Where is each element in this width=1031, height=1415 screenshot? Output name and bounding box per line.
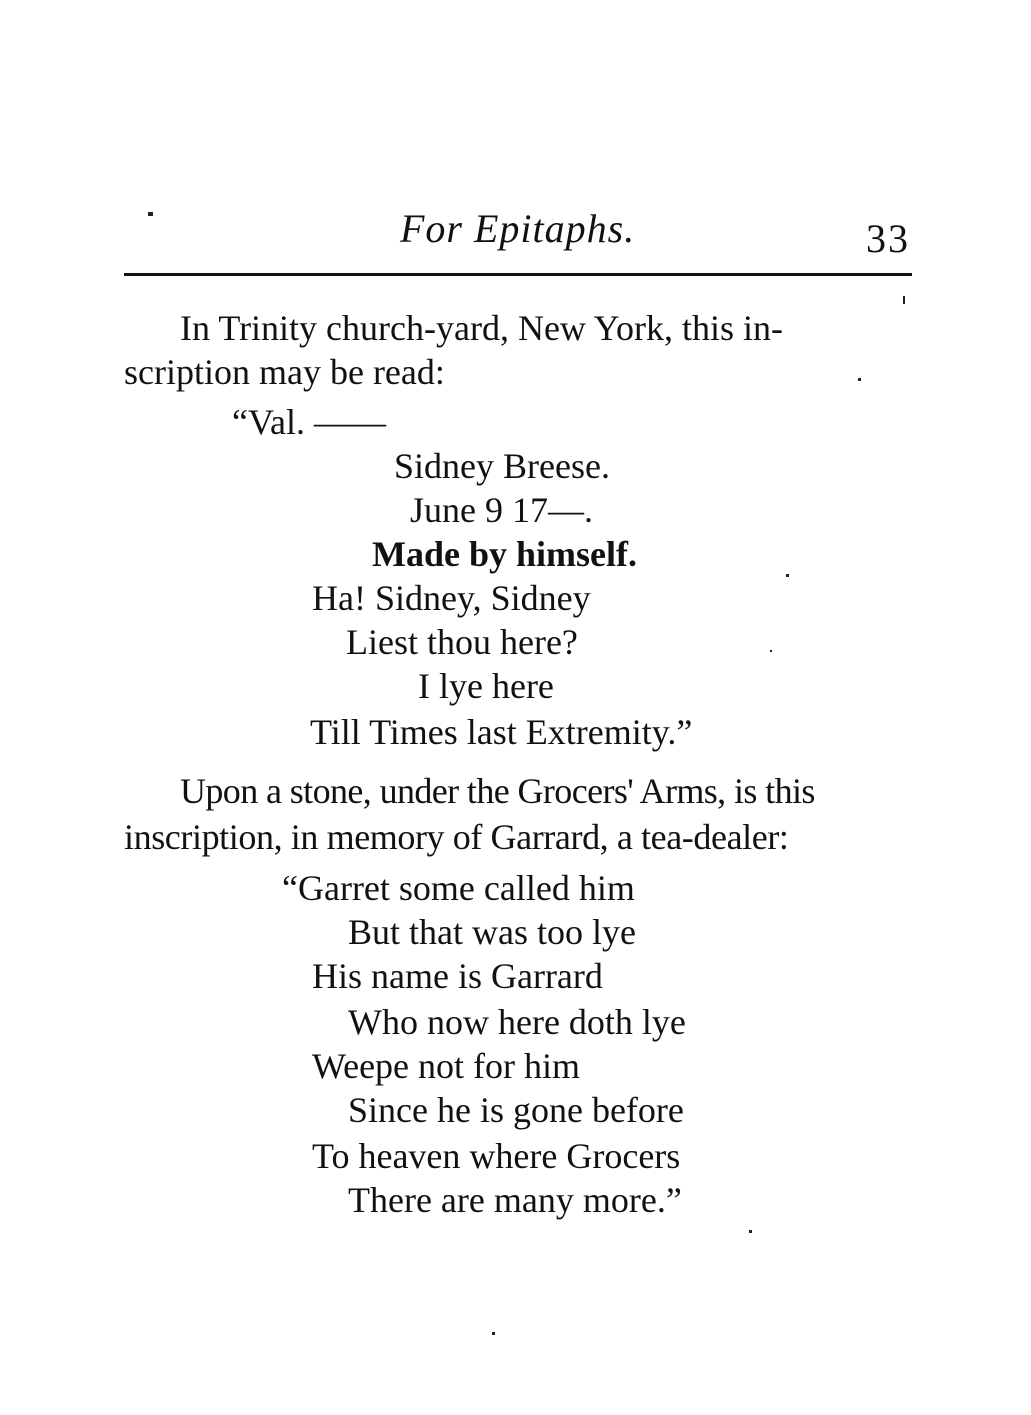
scan-speck bbox=[858, 378, 861, 381]
running-title: For Epitaphs. bbox=[400, 206, 636, 251]
verse-line: There are many more.” bbox=[348, 1180, 682, 1220]
verse-line: Till Times last Extremity.” bbox=[310, 712, 693, 752]
scan-speck bbox=[903, 296, 905, 304]
verse-line: Weepe not for him bbox=[312, 1046, 581, 1086]
scan-speck bbox=[770, 650, 772, 652]
verse-line: I lye here bbox=[418, 666, 554, 706]
scan-speck bbox=[786, 574, 789, 577]
verse-line: Liest thou here? bbox=[346, 622, 578, 662]
verse-line: Since he is gone before bbox=[348, 1090, 684, 1130]
entry-2-intro-line-1: Upon a stone, under the Grocers' Arms, is this bbox=[180, 771, 815, 811]
verse-line: “Val. —— bbox=[232, 402, 386, 442]
verse-line: Made by himself. bbox=[372, 534, 637, 574]
verse-line: June 9 17—. bbox=[410, 490, 593, 530]
verse-line: His name is Garrard bbox=[312, 956, 603, 996]
verse-line: Ha! Sidney, Sidney bbox=[312, 578, 591, 618]
verse-line: To heaven where Grocers bbox=[312, 1136, 681, 1176]
entry-1-intro-line-1: In Trinity church-yard, New York, this in- bbox=[180, 308, 783, 348]
scan-speck bbox=[749, 1230, 752, 1233]
verse-line: Who now here doth lye bbox=[348, 1002, 686, 1042]
scan-speck bbox=[148, 212, 153, 216]
entry-2-intro-line-2: inscription, in memory of Garrard, a tea-dealer: bbox=[124, 817, 789, 857]
header-rule bbox=[124, 273, 912, 276]
scan-speck bbox=[492, 1332, 495, 1335]
verse-line: Sidney Breese. bbox=[394, 446, 610, 486]
running-head bbox=[0, 205, 1031, 265]
entry-1-intro-line-2: scription may be read: bbox=[124, 352, 445, 392]
verse-line: But that was too lye bbox=[348, 912, 636, 952]
verse-line: “Garret some called him bbox=[282, 868, 635, 908]
page-number: 33 bbox=[866, 216, 910, 261]
